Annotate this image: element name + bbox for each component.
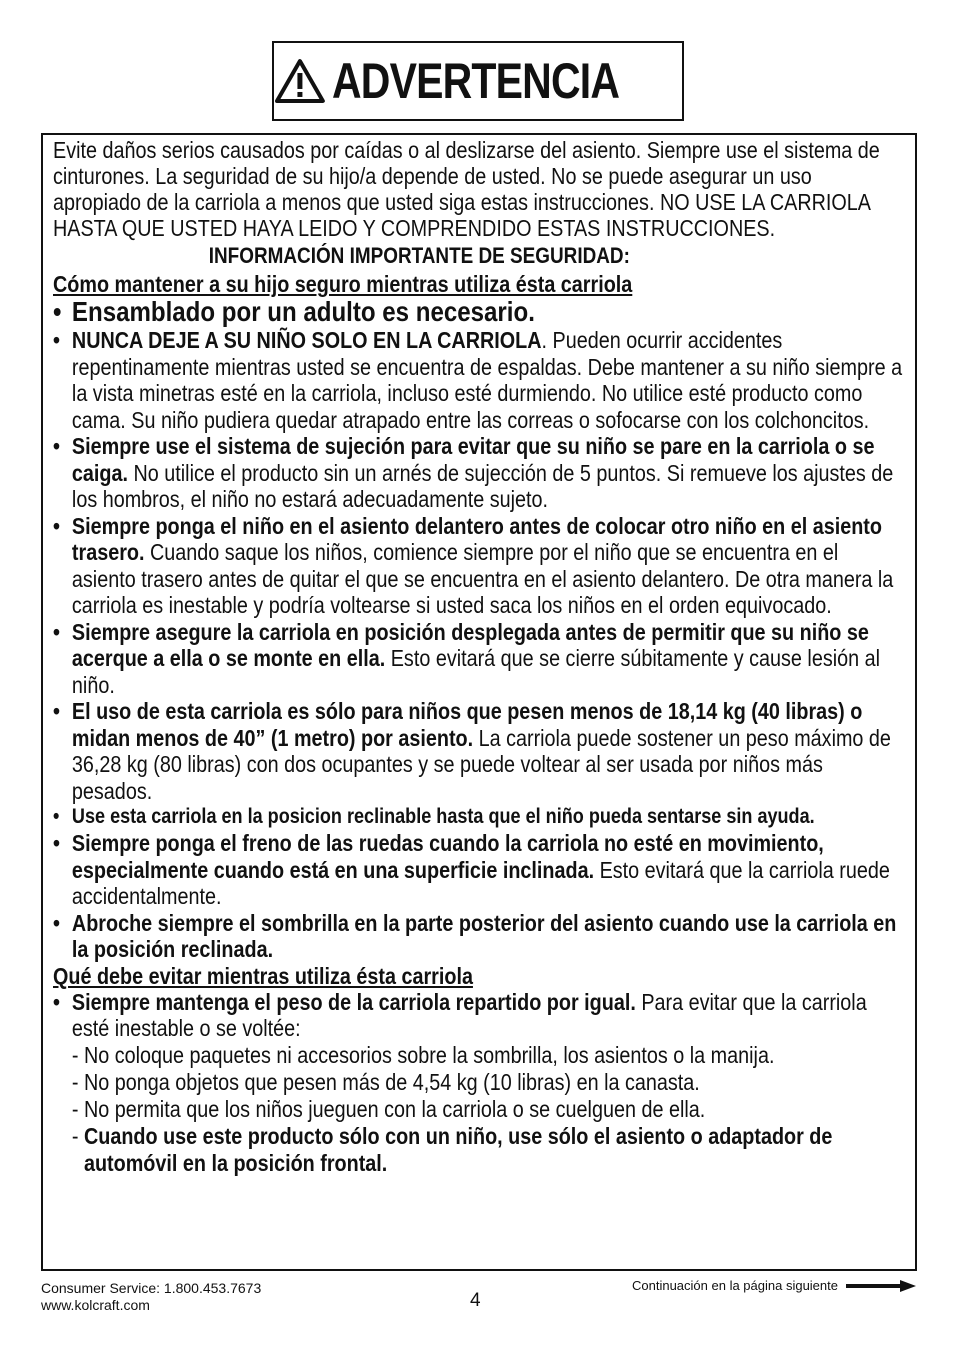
warning-title: ADVERTENCIA bbox=[331, 53, 619, 109]
arrow-right-icon bbox=[846, 1280, 916, 1292]
continued-note bbox=[632, 1278, 916, 1293]
warning-title-box bbox=[272, 41, 684, 121]
warning-triangle-icon bbox=[274, 58, 326, 104]
continued-text: Continuación en la página siguiente bbox=[632, 1278, 838, 1293]
consumer-service: Consumer Service: 1.800.453.7673 bbox=[41, 1280, 262, 1296]
bullet-item: • Abroche siempre el sombrilla en la parte posterior del asiento cuando use la carriola en la posición reclinada. bbox=[53, 910, 905, 963]
warning-content-box bbox=[41, 133, 917, 1271]
website-link[interactable]: www.kolcraft.com bbox=[41, 1297, 150, 1313]
section-heading-avoid: Qué debe evitar mientras utiliza ésta carriola bbox=[53, 962, 473, 989]
sub-item: - No coloque paquetes ni accesorios sobre la sombrilla, los asientos o la manija. bbox=[53, 1042, 905, 1069]
sub-item: - No permita que los niños jueguen con la carriola o se cuelguen de ella. bbox=[53, 1096, 905, 1123]
sub-item: - Cuando use este producto sólo con un niño, use sólo el asiento o adaptador de automóvil en la posición frontal. bbox=[53, 1123, 905, 1177]
bullet-item: • NUNCA DEJE A SU NIÑO SOLO EN LA CARRIOLA. Pueden ocurrir accidentes repentinamente mientras usted se encuentra de espaldas. Debe mantener a su niño siempre a la vista minetras esté en la carriola, incluso esté durmiendo. No utilice esté producto como cama. Su niño pudiera quedar atrapado entre las correas o sofocarse con los colchoncitos. bbox=[53, 327, 905, 433]
intro-paragraph: Evite daños serios causados por caídas o al deslizarse del asiento. Siempre use el sistema de cinturones. La seguridad de su hijo/a depende de usted. No se puede asegurar un uso apropiado de la carriola a menos que usted siga estas instrucciones. NO USE LA CARRIOLA HASTA QUE USTED HAYA LEIDO Y COMPRENDIDO ESTAS INSTRUCCIONES. bbox=[53, 137, 880, 241]
bullet-item: • El uso de esta carriola es sólo para niños que pesen menos de 18,14 kg (40 libras) o midan menos de 40” (1 metro) por asiento. La carriola puede sostener un peso máximo de 36,28 kg (80 libras) con dos ocupantes y se puede voltear al ser usada por niños más pesados. bbox=[53, 698, 905, 804]
sub-item: - No ponga objetos que pesen más de 4,54 kg (10 libras) en la canasta. bbox=[53, 1069, 905, 1096]
footer-contact bbox=[41, 1280, 261, 1314]
page-number: 4 bbox=[470, 1290, 481, 1311]
bullet-item: • Siempre asegure la carriola en posición desplegada antes de permitir que su niño se acerque a ella o se monte en ella. Esto evitará que se cierre súbitamente y cause lesión al niño. bbox=[53, 619, 905, 699]
bullet-item: • Siempre use el sistema de sujeción para evitar que su niño se pare en la carriola o se caiga. No utilice el producto sin un arnés de sujección de 5 puntos. Si remueve los ajustes de los hombros, el niño no estará adecuadamente sujeto. bbox=[53, 433, 905, 513]
section-heading-safety: Cómo mantener a su hijo seguro mientras utiliza ésta carriola bbox=[53, 271, 633, 297]
bullet-item: • Siempre ponga el freno de las ruedas cuando la carriola no esté en movimiento, especialmente cuando está en una superficie inclinada. Esto evitará que la carriola ruede accidentalmente. bbox=[53, 830, 905, 910]
info-heading: INFORMACIÓN IMPORTANTE DE SEGURIDAD: bbox=[208, 243, 630, 268]
bullet-item: • Ensamblado por un adulto es necesario. bbox=[53, 297, 905, 327]
bullet-item: • Siempre ponga el niño en el asiento delantero antes de colocar otro niño en el asiento trasero. Cuando saque los niños, comience siempre por el niño que se encuentra en el asiento trasero antes de quitar el que se encuentra en el asiento delantero. De otra manera la carriola es inestable y podría voltearse si usted saca los niños en el orden equivocado. bbox=[53, 513, 905, 619]
bullet-item: • Use esta carriola en la posicion reclinable hasta que el niño pueda sentarse sin ayuda. bbox=[53, 804, 905, 830]
bullet-item: • Siempre mantenga el peso de la carriola repartido por igual. Para evitar que la carriola esté inestable o se voltée: bbox=[53, 989, 905, 1042]
